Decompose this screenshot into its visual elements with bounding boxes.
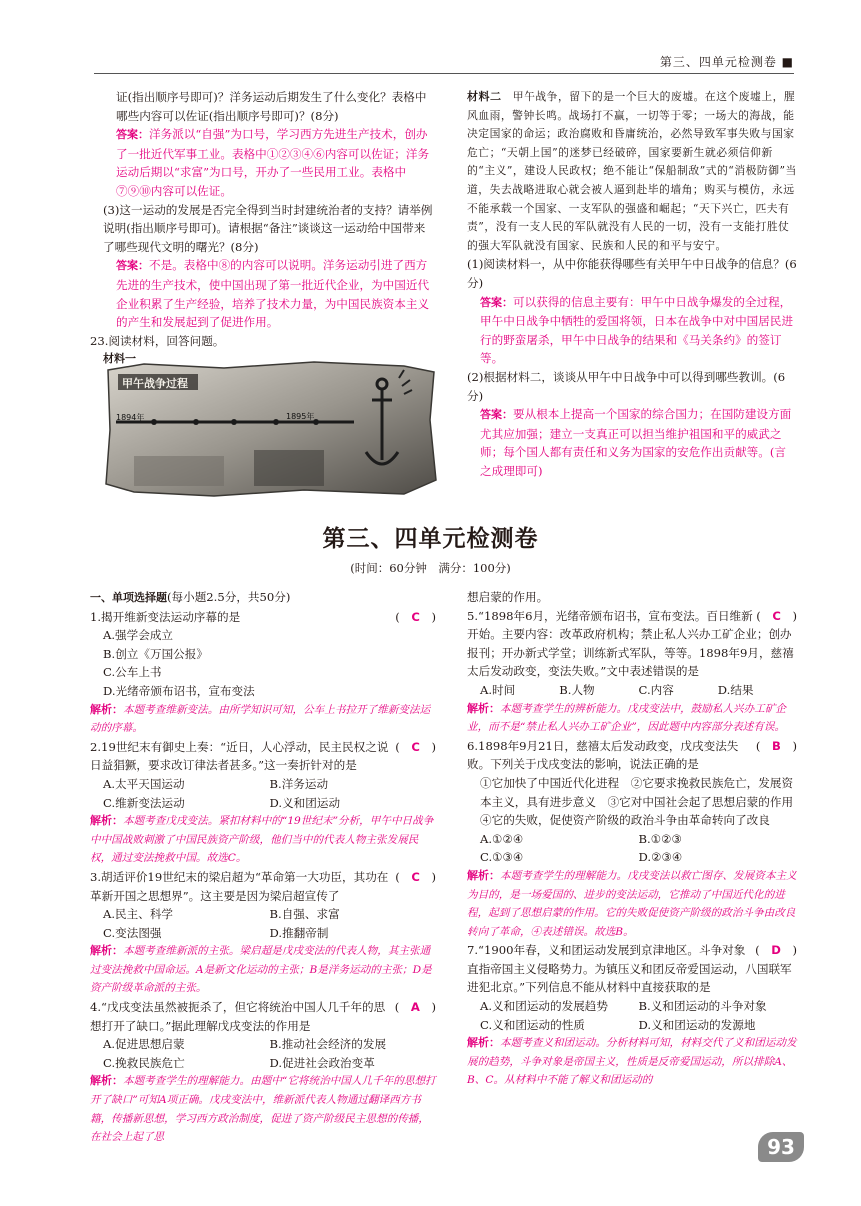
answer-text: 要从根本上提高一个国家的综合国力；在国防建设方面尤其应加强；建立一支真正可以担当维护祖国和平的威武之师；每个国人都有责任和义务为国家的安危作出贡献等。(言之成理即可) (480, 407, 792, 478)
answer-text: 不是。表格中⑧的内容可以说明。洋务运动引进了西方先进的生产技术，使中国出现了第一批近代企业，为中国近代企业积累了生产经验，培养了技术力量，为中国民族资本主义的产生和发展起到了促进作用。 (116, 258, 430, 330)
option: D.促进社会政治变革 (269, 1055, 375, 1070)
analysis-label: 解析： (90, 1074, 123, 1088)
answer-bracket (395, 868, 436, 887)
stem-text: 4.“戊戌变法虽然被扼杀了，但它将统治中国人几千年的思想打开了缺口。”据此理解戊戌变法的作用是 (90, 1000, 386, 1033)
analysis-text: 本题考查学生的理解能力。由题中“它将统治中国人几千年的思想打开了缺口”可知A项正确。戊戌变法中，维新派代表人物通过翻译西方书籍，传播新思想，学习西方政治制度，促进了资产阶级民主思想的传播，在社会上起了思 (90, 1075, 436, 1144)
question-stem (467, 588, 797, 607)
option: C.内容 (638, 682, 674, 697)
question-2: (2)根据材料二，谈谈从甲午中日战争中可以得到哪些教训。(6分) (467, 369, 786, 403)
analysis-text: 本题考查维新派的主张。梁启超是戊戌变法的代表人物，其主张通过变法挽救中国命运。A是新文化运动的主张；B是洋务运动的主张；D是资产阶级革命派的主张。 (90, 945, 432, 995)
option: B.推动社会经济的发展 (269, 1037, 387, 1052)
analysis-label: 解析： (90, 814, 123, 828)
question-item (467, 941, 797, 1090)
answer-choice: D (771, 943, 781, 958)
question-stem (90, 868, 436, 905)
answer-bracket (395, 998, 436, 1017)
bracket-open: ( (395, 869, 412, 884)
questions-right-column (467, 588, 805, 1090)
bracket-open: ( (394, 1000, 411, 1015)
section-heading (90, 588, 436, 608)
bracket-close: ) (419, 739, 436, 754)
question-23: 23.阅读材料，回答问题。 (90, 333, 225, 348)
bracket-close: ) (780, 738, 797, 753)
analysis (467, 1034, 797, 1090)
year-1895: 1895年 (286, 412, 315, 421)
analysis-label: 解析： (467, 1036, 500, 1050)
stem-text: 6.1898年9月21日，慈禧太后发动政变，戊戌变法失败。下列关于戊戌变法的影响，说法正确的是 (467, 738, 739, 772)
bracket-open: ( (755, 738, 773, 753)
option: C.挽救民族危亡 (103, 1055, 185, 1070)
question-item (90, 738, 436, 868)
exam-title: 第三、四单元检测卷 (322, 526, 539, 552)
answer-label: 答案： (116, 128, 149, 142)
answer-choice: B (772, 738, 781, 753)
question-stem (90, 998, 436, 1035)
question-item (90, 608, 436, 738)
answer-choice: C (411, 739, 420, 754)
option: B.人物 (559, 682, 595, 697)
answer-block (467, 293, 797, 368)
options (467, 830, 797, 867)
question-item (90, 998, 436, 1147)
material-2 (467, 88, 797, 255)
header-text: 第三、四单元检测卷 ■ (659, 55, 794, 69)
option: D.②③④ (638, 850, 683, 865)
stem-text: 3.胡适评价19世纪末的梁启超为“革命第一大功臣，其功在革新开国之思想界”。这主要是因为梁启超宣传了 (90, 869, 389, 903)
stem-text: 1.揭开维新变法运动序幕的是 (90, 609, 241, 624)
war-timeline-image (104, 360, 438, 498)
answer-choice: C (772, 608, 781, 623)
answer-label: 答案： (480, 295, 513, 309)
option: B.自强、求富 (269, 907, 340, 922)
answer-choice: C (411, 869, 420, 884)
bracket-close: ) (780, 608, 797, 623)
question-statements: ①它加快了中国近代化进程 ②它要求挽救民族危亡，发展资本主义，具有进步意义 ③它对中国社会起了思想启蒙的作用 ④它的失败，促使资产阶级的政治斗争由革命转向了改良 (480, 775, 805, 828)
option: C.①③④ (480, 850, 524, 865)
options (90, 775, 436, 812)
answer-bracket (756, 737, 797, 756)
analysis-text: 本题考查学生的辨析能力。戊戌变法中，鼓励私人兴办工矿企业，而不是“禁止私人兴办工矿企业”，因此题中内容部分表述有误。 (467, 702, 787, 734)
option: D.光绪帝颁布诏书，宣布变法 (103, 683, 255, 698)
answer-bracket (395, 738, 436, 757)
analysis-label: 解析： (90, 944, 123, 958)
bracket-close: ) (780, 943, 797, 958)
analysis-label: 解析： (90, 702, 123, 716)
option: C.公车上书 (103, 665, 162, 680)
analysis (467, 867, 797, 941)
answer-bracket (755, 941, 797, 960)
question-item (467, 607, 797, 737)
analysis (90, 1072, 436, 1146)
bracket-close: ) (419, 869, 436, 884)
analysis (467, 700, 797, 737)
analysis-text: 本题考查义和团运动。分析材料可知，材料交代了义和团运动发展的趋势，斗争对象是帝国主义，性质是反帝爱国运动，所以排除A、B、C。从材料中不能了解义和团运动的 (467, 1037, 797, 1087)
stem-text: 2.19世纪末有御史上奏：“近日，人心浮动，民主民权之说日益猖獗，要求改订律法者甚多。”这一奏折针对的是 (90, 739, 389, 773)
question-stem (467, 941, 797, 997)
bracket-open: ( (756, 608, 773, 623)
answer-bracket (756, 607, 797, 626)
question-stem (467, 737, 797, 774)
question-stem (90, 608, 436, 627)
option: A.太平天国运动 (103, 776, 185, 791)
option: A.①②④ (480, 831, 524, 846)
option: D.义和团运动的发源地 (638, 1017, 756, 1032)
page-number: 93 (758, 1132, 804, 1162)
image-title: 甲午战争过程 (122, 377, 188, 390)
answer-block (90, 256, 436, 331)
options (467, 681, 797, 700)
material-2-text: 甲午战争，留下的是一个巨大的废墟。在这个废墟上，腥风血雨，警钟长鸣。战场打不赢，一切等于零；一场大的海战，能决定国家的命运；政治腐败和昏庸统治，必然导致军事失败与国家危亡；“天朝上国”的迷梦已经破碎，国家要新生就必须信仰新的“主义”，建设人民政权；绝不能让“保船制敌”式的“消极防御”当道，失去战略进取心就会被人逼到赴毕的墙角；购买与模仿，永远不能承载一个国家、一支军队的强盛和崛起；“天下兴亡，匹夫有责”，没有一支人民的军队就没有人民的一切，没有一支能打胜仗的强大军队就没有国家、民族和人民的和平与安宁。 (467, 90, 797, 252)
question-stem (467, 607, 797, 681)
year-1894: 1894年 (116, 413, 145, 422)
option: A.促进思想启蒙 (103, 1037, 185, 1052)
option: D.推翻帝制 (269, 925, 329, 940)
option: A.强学会成立 (103, 628, 174, 643)
question-continuation: 证(指出顺序号即可)？洋务运动后期发生了什么变化？表格中哪些内容可以佐证(指出顺序号即可)？(8分) (116, 90, 427, 123)
left-top-column (90, 88, 436, 369)
right-top-column (467, 88, 797, 480)
bracket-open: ( (755, 943, 772, 958)
answer-text: 洋务派以“自强”为口号，学习西方先进生产技术，创办了一批近代军事工业。表格中①②③④⑥内容可以佐证；洋务运动后期以“求富”为口号，开办了一些民用工业。表格中⑦⑨⑩内容可以佐证。 (116, 127, 430, 198)
section-title: 一、单项选择题 (90, 591, 167, 604)
answer-block (90, 125, 436, 200)
bracket-close: ) (419, 1000, 436, 1015)
analysis-label: 解析： (467, 868, 500, 882)
question-stem (90, 738, 436, 775)
question-item (90, 868, 436, 998)
answer-label: 答案： (116, 259, 149, 273)
bracket-close: ) (419, 609, 436, 624)
answer-block (467, 405, 797, 480)
options (90, 1035, 436, 1072)
option: B.①②③ (638, 831, 682, 846)
option: C.变法图强 (103, 925, 162, 940)
analysis-text: 本题考查戊戌变法。紧扣材料中的“19世纪末”分析，甲午中日战争中中国战败刺激了中国民族资产阶级，他们当中的代表人物主张发展民权，通过变法挽救中国。故选C。 (90, 815, 434, 865)
analysis (90, 701, 436, 738)
page-header (94, 49, 794, 74)
question-1: (1)阅读材料一，从中你能获得哪些有关甲午中日战争的信息？(6分) (467, 257, 797, 290)
answer-choice: A (410, 1000, 420, 1015)
answer-label: 答案： (480, 408, 513, 422)
option: C.维新变法运动 (103, 795, 185, 810)
analysis-text: 本题考查维新变法。由所学知识可知，公车上书拉开了维新变法运动的序幕。 (90, 703, 431, 735)
bracket-open: ( (395, 739, 412, 754)
option: B.义和团运动的斗争对象 (638, 999, 767, 1014)
option: C.义和团运动的性质 (480, 1017, 585, 1032)
option: D.结果 (717, 682, 754, 697)
questions-left-column (90, 588, 436, 1147)
analysis-label: 解析： (467, 701, 500, 715)
material-1-label: 材料一 (103, 352, 136, 366)
option: A.义和团运动的发展趋势 (480, 999, 608, 1014)
analysis (90, 942, 436, 998)
options (90, 905, 436, 942)
analysis (90, 812, 436, 868)
answer-choice: C (411, 609, 420, 624)
option: A.民主、科学 (103, 907, 174, 922)
question-item (467, 588, 797, 607)
option: B.创立《万国公报》 (103, 646, 208, 661)
material-2-label: 材料二 (467, 90, 502, 103)
section-note: (每小题2.5分，共50分) (167, 590, 291, 604)
option: B.洋务运动 (269, 776, 329, 791)
options (467, 997, 797, 1034)
question-item (467, 737, 805, 942)
answer-text: 可以获得的信息主要有：甲午中日战争爆发的全过程，甲午中日战争中牺牲的爱国将领，日本在战争中对中国居民进行的野蛮屠杀，甲午中日战争的结果和《马关条约》的签订等。 (480, 294, 794, 366)
options (90, 626, 436, 700)
question-3: (3)这一运动的发展是否完全得到当时封建统治者的支持？请举例说明(指出顺序号即可)。请根据“备注”谈谈这一运动给中国带来了哪些现代文明的曙光？(8分) (103, 202, 433, 254)
bracket-open: ( (395, 609, 412, 624)
analysis-text: 本题考查学生的理解能力。戊戌变法以救亡图存、发展资本主义为目的，是一场爱国的、进步的变法运动，它推动了中国近代化的进程，起到了思想启蒙的作用。它的失败促使资产阶级的政治斗争由改良转向了革命，④表述错误。故选B。 (467, 869, 797, 938)
stem-text: 7.“1900年春，义和团运动发展到京津地区。斗争对象直指帝国主义侵略势力。为镇压义和团反帝爱国运动，八国联军进犯北京。”下列信息不能从材料中直接获取的是 (467, 943, 792, 995)
answer-bracket (395, 608, 436, 627)
exam-time-line: (时间：60分钟 满分：100分) (350, 561, 511, 575)
stem-text: 想启蒙的作用。 (467, 590, 549, 604)
option: A.时间 (480, 682, 516, 697)
stem-text: 5.“1898年6月，光绪帝颁布诏书，宣布变法。百日维新开始。主要内容：改革政府机构；禁止私人兴办工矿企业；创办报刊；开办新式学堂；训练新式军队，等等。1898年9月，慈禧太后发动政变，变法失败。”文中表述错误的是 (467, 608, 794, 679)
option: D.义和团运动 (269, 795, 341, 810)
